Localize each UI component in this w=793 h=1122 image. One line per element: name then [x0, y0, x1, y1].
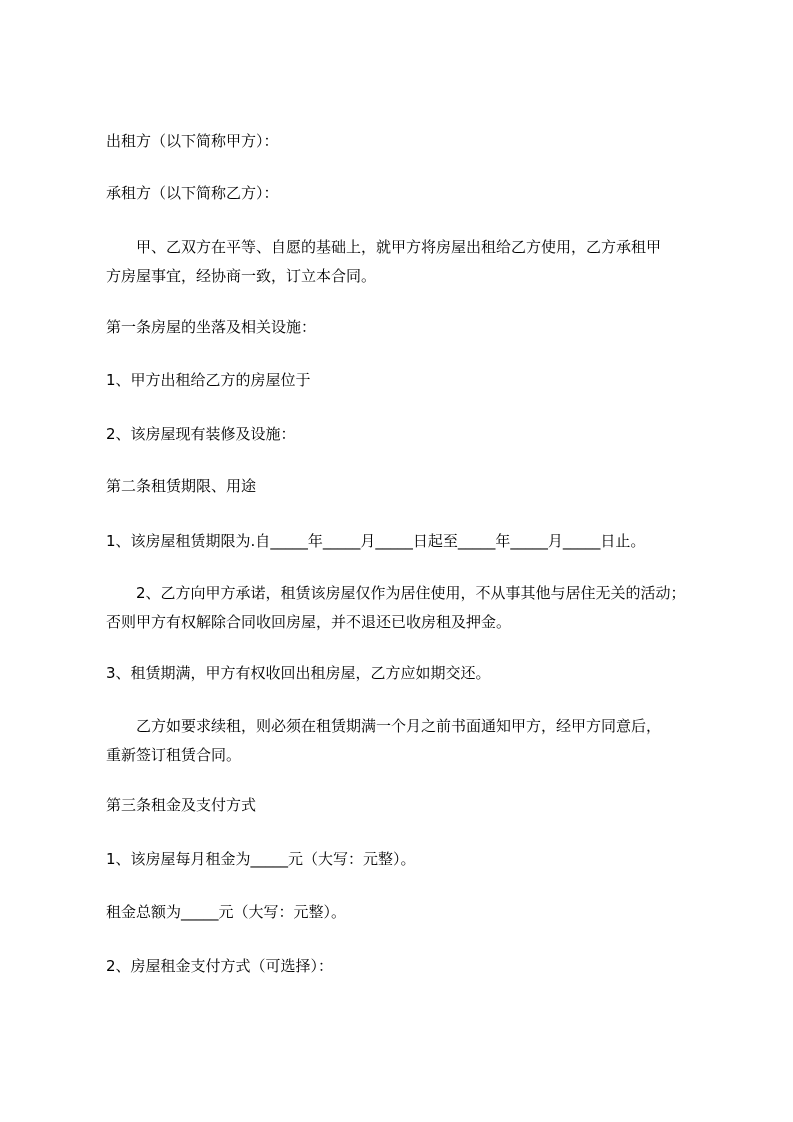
lessor-line: 出租方（以下简称甲方）：: [106, 132, 279, 150]
article2-title: 第二条租赁期限、用途: [106, 477, 257, 495]
article2-item3: 3、租赁期满，甲方有权收回出租房屋，乙方应如期交还。: [106, 664, 491, 682]
article3-item1: 1、该房屋每月租金为_____元（大写：元整）。: [106, 850, 416, 868]
article2-item1: 1、该房屋租赁期限为.自_____年_____月_____日起至_____年_____月_____日止。: [106, 532, 646, 550]
article2-item2-line-1: 2、乙方向甲方承诺，租赁该房屋仅作为居住使用，不从事其他与居住无关的活动；: [136, 584, 686, 602]
article2-item2-line-2: 否则甲方有权解除合同收回房屋，并不退还已收房租及押金。: [106, 613, 512, 631]
article3-total: 租金总额为_____元（大写：元整）。: [106, 903, 347, 921]
renewal-line-1: 乙方如要求续租，则必须在租赁期满一个月之前书面通知甲方，经甲方同意后，: [136, 717, 662, 735]
renewal-paragraph: [106, 712, 716, 770]
intro-paragraph: [106, 233, 716, 291]
article1-item1: 1、甲方出租给乙方的房屋位于: [106, 371, 311, 389]
article3-title: 第三条租金及支付方式: [106, 796, 257, 814]
article1-item2: 2、该房屋现有装修及设施：: [106, 425, 296, 443]
lessee-line: 承租方（以下简称乙方）：: [106, 184, 279, 202]
intro-line-2: 方房屋事宜，经协商一致，订立本合同。: [106, 267, 377, 285]
renewal-line-2: 重新签订租赁合同。: [106, 746, 242, 764]
intro-line-1: 甲、乙双方在平等、自愿的基础上，就甲方将房屋出租给乙方使用，乙方承租甲: [136, 238, 662, 256]
article3-item2: 2、房屋租金支付方式（可选择）：: [106, 957, 334, 975]
article2-item2-paragraph: [106, 579, 716, 637]
article1-title: 第一条房屋的坐落及相关设施：: [106, 318, 317, 336]
